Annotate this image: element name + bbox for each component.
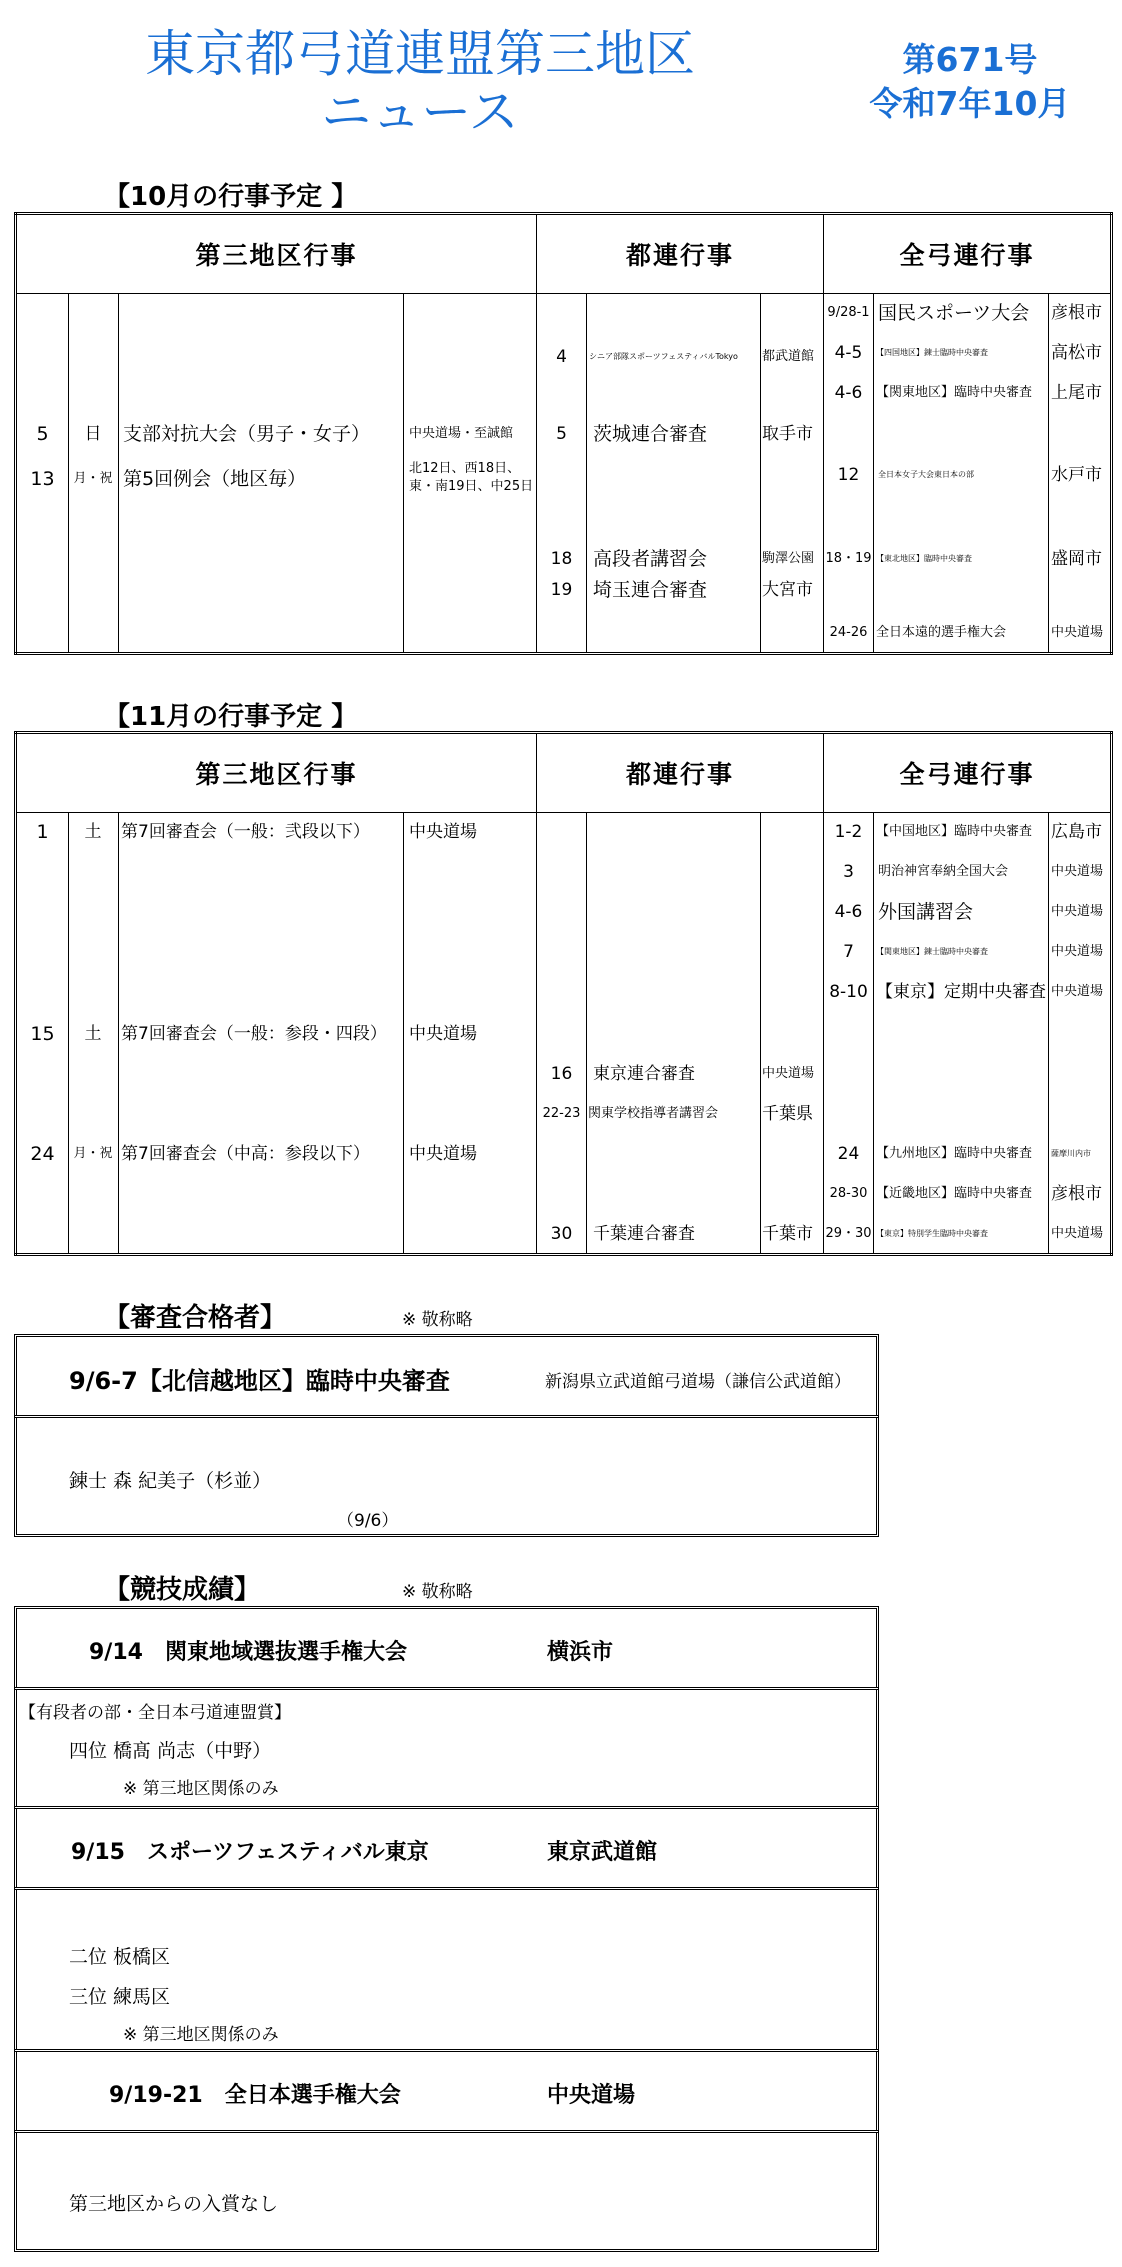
november-schedule-table (14, 731, 1113, 1256)
table-cell: 中央道場 (1051, 904, 1104, 919)
table-row (17, 423, 538, 445)
table-cell: 薩摩川内市 (1051, 1149, 1091, 1158)
table-cell: 19 (550, 580, 573, 600)
table-cell: 千葉県 (762, 1104, 813, 1124)
table-cell: 3 (843, 862, 854, 882)
table-cell: 1 (36, 821, 49, 843)
results-heading: 【競技成績】 (104, 1575, 261, 1605)
result-event-place: 横浜市 (547, 1640, 614, 1665)
table-cell: 上尾市 (1051, 383, 1102, 403)
table-cell: 彦根市 (1051, 303, 1102, 323)
passers-event-box (14, 1334, 879, 1418)
table-cell: 【四国地区】錬士臨時中央審査 (876, 348, 988, 357)
table-cell: 外国講習会 (878, 901, 974, 923)
newsletter-title: 東京都弓道連盟第三地区 (145, 25, 695, 83)
table-cell: 中央道場 (1051, 1226, 1104, 1241)
table-cell: シニア部隊スポーツフェスティバルTokyo (589, 352, 738, 361)
table-cell: 全日本女子大会東日本の部 (878, 470, 974, 479)
table-cell: 関東学校指導者講習会 (588, 1106, 719, 1121)
table-cell: 【中国地区】臨時中央審査 (876, 824, 1033, 839)
oct-header-toren: 都連行事 (537, 214, 824, 294)
result-event-place: 中央道場 (547, 2083, 636, 2108)
result-category: 【有段者の部・全日本弓道連盟賞】 (19, 1703, 291, 1723)
table-cell: 1-2 (834, 822, 863, 842)
table-cell: 東京連合審査 (593, 1064, 695, 1084)
result-event-title: 9/14 関東地域選抜選手権大会 (89, 1640, 407, 1665)
table-cell: 盛岡市 (1051, 549, 1102, 569)
table-cell: 千葉市 (762, 1224, 813, 1244)
table-cell: 月・祝 (73, 1146, 113, 1161)
table-cell: 彦根市 (1051, 1184, 1102, 1204)
table-cell: 中央道場 (1051, 625, 1104, 640)
table-cell: 4-6 (834, 383, 863, 403)
table-cell: 広島市 (1051, 822, 1102, 842)
table-cell: 中央道場 (409, 822, 477, 842)
table-cell: 【九州地区】臨時中央審査 (876, 1146, 1033, 1161)
table-cell: 中央道場 (762, 1066, 815, 1081)
result-event-body (14, 1887, 879, 2052)
result-event-title: 9/15 スポーツフェスティバル東京 (71, 1840, 429, 1865)
passers-event-title: 9/6-7【北信越地区】臨時中央審査 (69, 1367, 450, 1395)
passers-event-place: 新潟県立武道館弓道場（謙信公武道館） (545, 1372, 851, 1392)
oct-header-zenkyu: 全弓連行事 (824, 214, 1112, 294)
table-cell: 取手市 (762, 424, 813, 444)
table-cell: 第7回審査会（一般：弐段以下） (121, 822, 370, 842)
table-cell: 4 (556, 347, 567, 367)
table-cell: 12 (837, 465, 860, 485)
table-cell: 18・19 (825, 551, 872, 566)
result-event-place: 東京武道館 (547, 1840, 658, 1865)
table-cell: 駒澤公園 (762, 551, 815, 566)
table-cell: 支部対抗大会（男子・女子） (123, 423, 371, 445)
passer-date: （9/6） (337, 1511, 399, 1531)
table-row (17, 461, 538, 508)
result-event-body (14, 2130, 879, 2252)
table-cell: 中央道場 (409, 1024, 477, 1044)
table-cell: 15 (30, 1023, 55, 1045)
table-cell: 埼玉連合審査 (593, 579, 708, 601)
table-cell: 29・30 (825, 1226, 872, 1241)
result-remark: ※ 第三地区関係のみ (123, 2025, 279, 2045)
table-cell: 月・祝 (73, 471, 113, 486)
table-cell: 第7回審査会（中高：参段以下） (121, 1144, 370, 1164)
table-cell: 国民スポーツ大会 (878, 302, 1030, 324)
result-event-title: 9/19-21 全日本選手権大会 (109, 2083, 401, 2108)
table-cell: 北12日、西18日、 (409, 461, 521, 476)
table-cell: 18 (550, 549, 573, 569)
table-cell: 東・南19日、中25日 (409, 479, 534, 494)
table-cell: 8-10 (829, 982, 868, 1002)
table-cell: 中央道場 (409, 1144, 477, 1164)
table-cell: 5 (556, 424, 567, 444)
table-cell: 24 (837, 1144, 860, 1164)
october-schedule-table (14, 212, 1113, 655)
table-cell: 5 (36, 423, 49, 445)
table-cell: 13 (30, 468, 55, 490)
results-honorific-note: ※ 敬称略 (402, 1582, 473, 1602)
newsletter-subtitle: ニュース (321, 83, 519, 141)
passers-heading: 【審査合格者】 (104, 1303, 287, 1333)
table-cell: 土 (84, 1024, 102, 1044)
table-cell: 水戸市 (1051, 465, 1102, 485)
table-cell: 高段者講習会 (593, 548, 708, 570)
table-cell: 日 (84, 424, 102, 444)
table-cell: 明治神宮奉納全国大会 (878, 864, 1009, 879)
table-cell: 【東京】定期中央審査 (876, 982, 1046, 1002)
result-event-body (14, 1687, 879, 1809)
nov-header-zenkyu: 全弓連行事 (824, 733, 1112, 813)
table-cell: 9/28-1 (827, 305, 870, 320)
table-cell: 中央道場 (1051, 944, 1104, 959)
table-cell: 4-5 (834, 343, 863, 363)
result-line: 三位 練馬区 (69, 1986, 171, 2008)
table-cell: 中央道場 (1051, 864, 1104, 879)
nov-header-district: 第三地区行事 (16, 733, 537, 813)
table-cell: 30 (550, 1224, 573, 1244)
october-heading: 【10月の行事予定 】 (104, 182, 358, 212)
table-cell: 中央道場 (1051, 984, 1104, 999)
passer-name: 錬士 森 紀美子（杉並） (69, 1470, 272, 1492)
table-cell: 大宮市 (762, 580, 813, 600)
passers-honorific-note: ※ 敬称略 (402, 1310, 473, 1330)
table-cell: 4-6 (834, 902, 863, 922)
issue-number: 第671号 (902, 40, 1038, 79)
table-cell: 茨城連合審査 (593, 423, 708, 445)
table-cell: 【関東地区】臨時中央審査 (876, 385, 1033, 400)
table-cell: 7 (843, 942, 854, 962)
table-cell: 24-26 (829, 625, 868, 640)
table-cell: 第7回審査会（一般：参段・四段） (121, 1024, 387, 1044)
issue-date: 令和7年10月 (869, 84, 1071, 123)
result-line: 二位 板橋区 (69, 1946, 171, 1968)
table-cell: 28-30 (829, 1186, 868, 1201)
oct-header-district: 第三地区行事 (16, 214, 537, 294)
november-heading: 【11月の行事予定 】 (104, 702, 358, 732)
table-cell: 24 (30, 1143, 55, 1165)
nov-header-toren: 都連行事 (537, 733, 824, 813)
result-line: 第三地区からの入賞なし (69, 2193, 279, 2215)
table-cell: 土 (84, 822, 102, 842)
result-event-title-box (14, 1606, 879, 1690)
table-cell: 22-23 (542, 1106, 581, 1121)
table-cell: 【東京】特別学生臨時中央審査 (876, 1229, 988, 1238)
table-cell: 【関東地区】錬士臨時中央審査 (876, 947, 988, 956)
passers-list-box (14, 1415, 879, 1537)
table-cell: 全日本遠的選手権大会 (876, 625, 1007, 640)
result-event-title-box (14, 1806, 879, 1890)
table-cell: 【近畿地区】臨時中央審査 (876, 1186, 1033, 1201)
result-event-title-box (14, 2049, 879, 2133)
table-cell: 中央道場・至誠館 (409, 426, 514, 441)
table-cell: 都武道館 (762, 349, 815, 364)
table-cell: 千葉連合審査 (593, 1224, 695, 1244)
result-line: 四位 橋髙 尚志（中野） (69, 1740, 272, 1762)
table-cell: 【東北地区】臨時中央審査 (876, 554, 972, 563)
table-cell: 高松市 (1051, 343, 1102, 363)
table-cell: 第5回例会（地区毎） (123, 468, 307, 490)
table-cell: 16 (550, 1064, 573, 1084)
result-remark: ※ 第三地区関係のみ (123, 1779, 279, 1799)
